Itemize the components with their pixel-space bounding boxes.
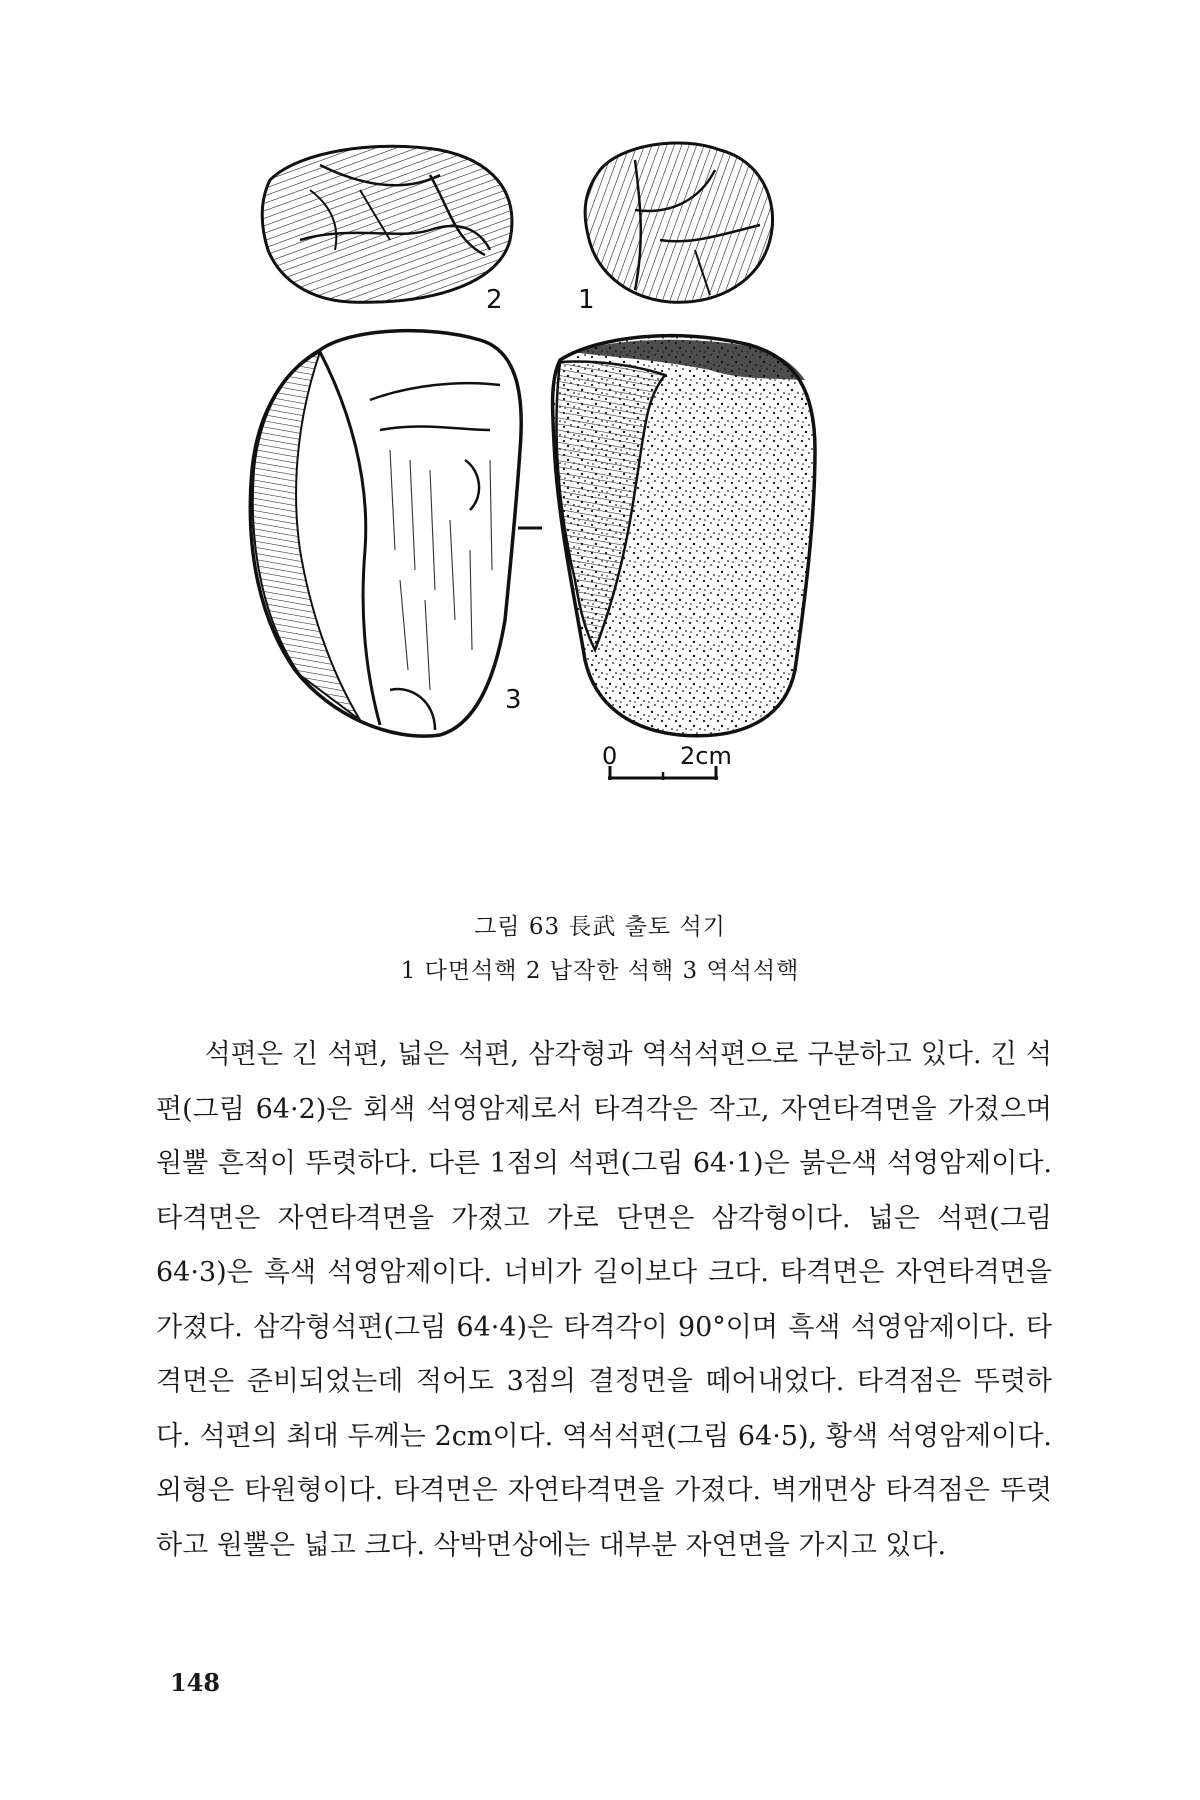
figure-caption-items: 1 다면석핵 2 납작한 석핵 3 역석석핵 — [400, 958, 800, 984]
figure-caption-title: 그림 63 長武 출토 석기 — [474, 914, 726, 940]
stone-tool-drawing — [240, 130, 860, 910]
specimen-1-drawing — [585, 143, 772, 302]
specimen-3-side-drawing — [553, 336, 815, 736]
body-paragraph: 석편은 긴 석편, 넓은 석편, 삼각형과 역석석편으로 구분하고 있다. 긴 석편(그림 64·2)은 회색 석영암제로서 타격각은 작고, 자연타격면을 가졌으며 원뿔 흔적이 뚜렷하다. 다른 1점의 석편(그림 64·1)은 붉은색 석영암제이다. 타격면은 자연타격면을 가졌고 가로 단면은 삼각형이다. 넓은 석편(그림 64·3)은 흑색 석영암제이다. 너비가 길이보다 크다. 타격면은 자연타격면을 가졌다. 삼각형석편(그림 64·4)은 타격각이 90°이며 흑색 석영암제이다. 타격면은 준비되었는데 적어도 3점의 결정면을 떼어내었다. 타격점은 뚜렷하다. 석편의 최대 두께는 2cm이다. 역석석편(그림 64·5), 황색 석영암제이다. 외형은 타원형이다. 타격면은 자연타격면을 가졌다. 벽개면상 타격점은 뚜렷하고 원뿔은 넓고 크다. 삭박면상에는 대부분 자연면을 가지고 있다. — [156, 1039, 1052, 1561]
specimen-2-drawing — [262, 146, 512, 302]
specimen-2-label: 2 — [486, 285, 503, 315]
specimen-3-front-drawing — [250, 331, 521, 736]
stone-tool-figure — [240, 130, 860, 910]
page-number: 148 — [170, 1668, 221, 1697]
specimen-3-label: 3 — [505, 685, 522, 715]
scale-bar-end: 2cm — [680, 742, 732, 770]
scale-bar-start: 0 — [602, 742, 618, 770]
specimen-1-label: 1 — [578, 285, 595, 315]
